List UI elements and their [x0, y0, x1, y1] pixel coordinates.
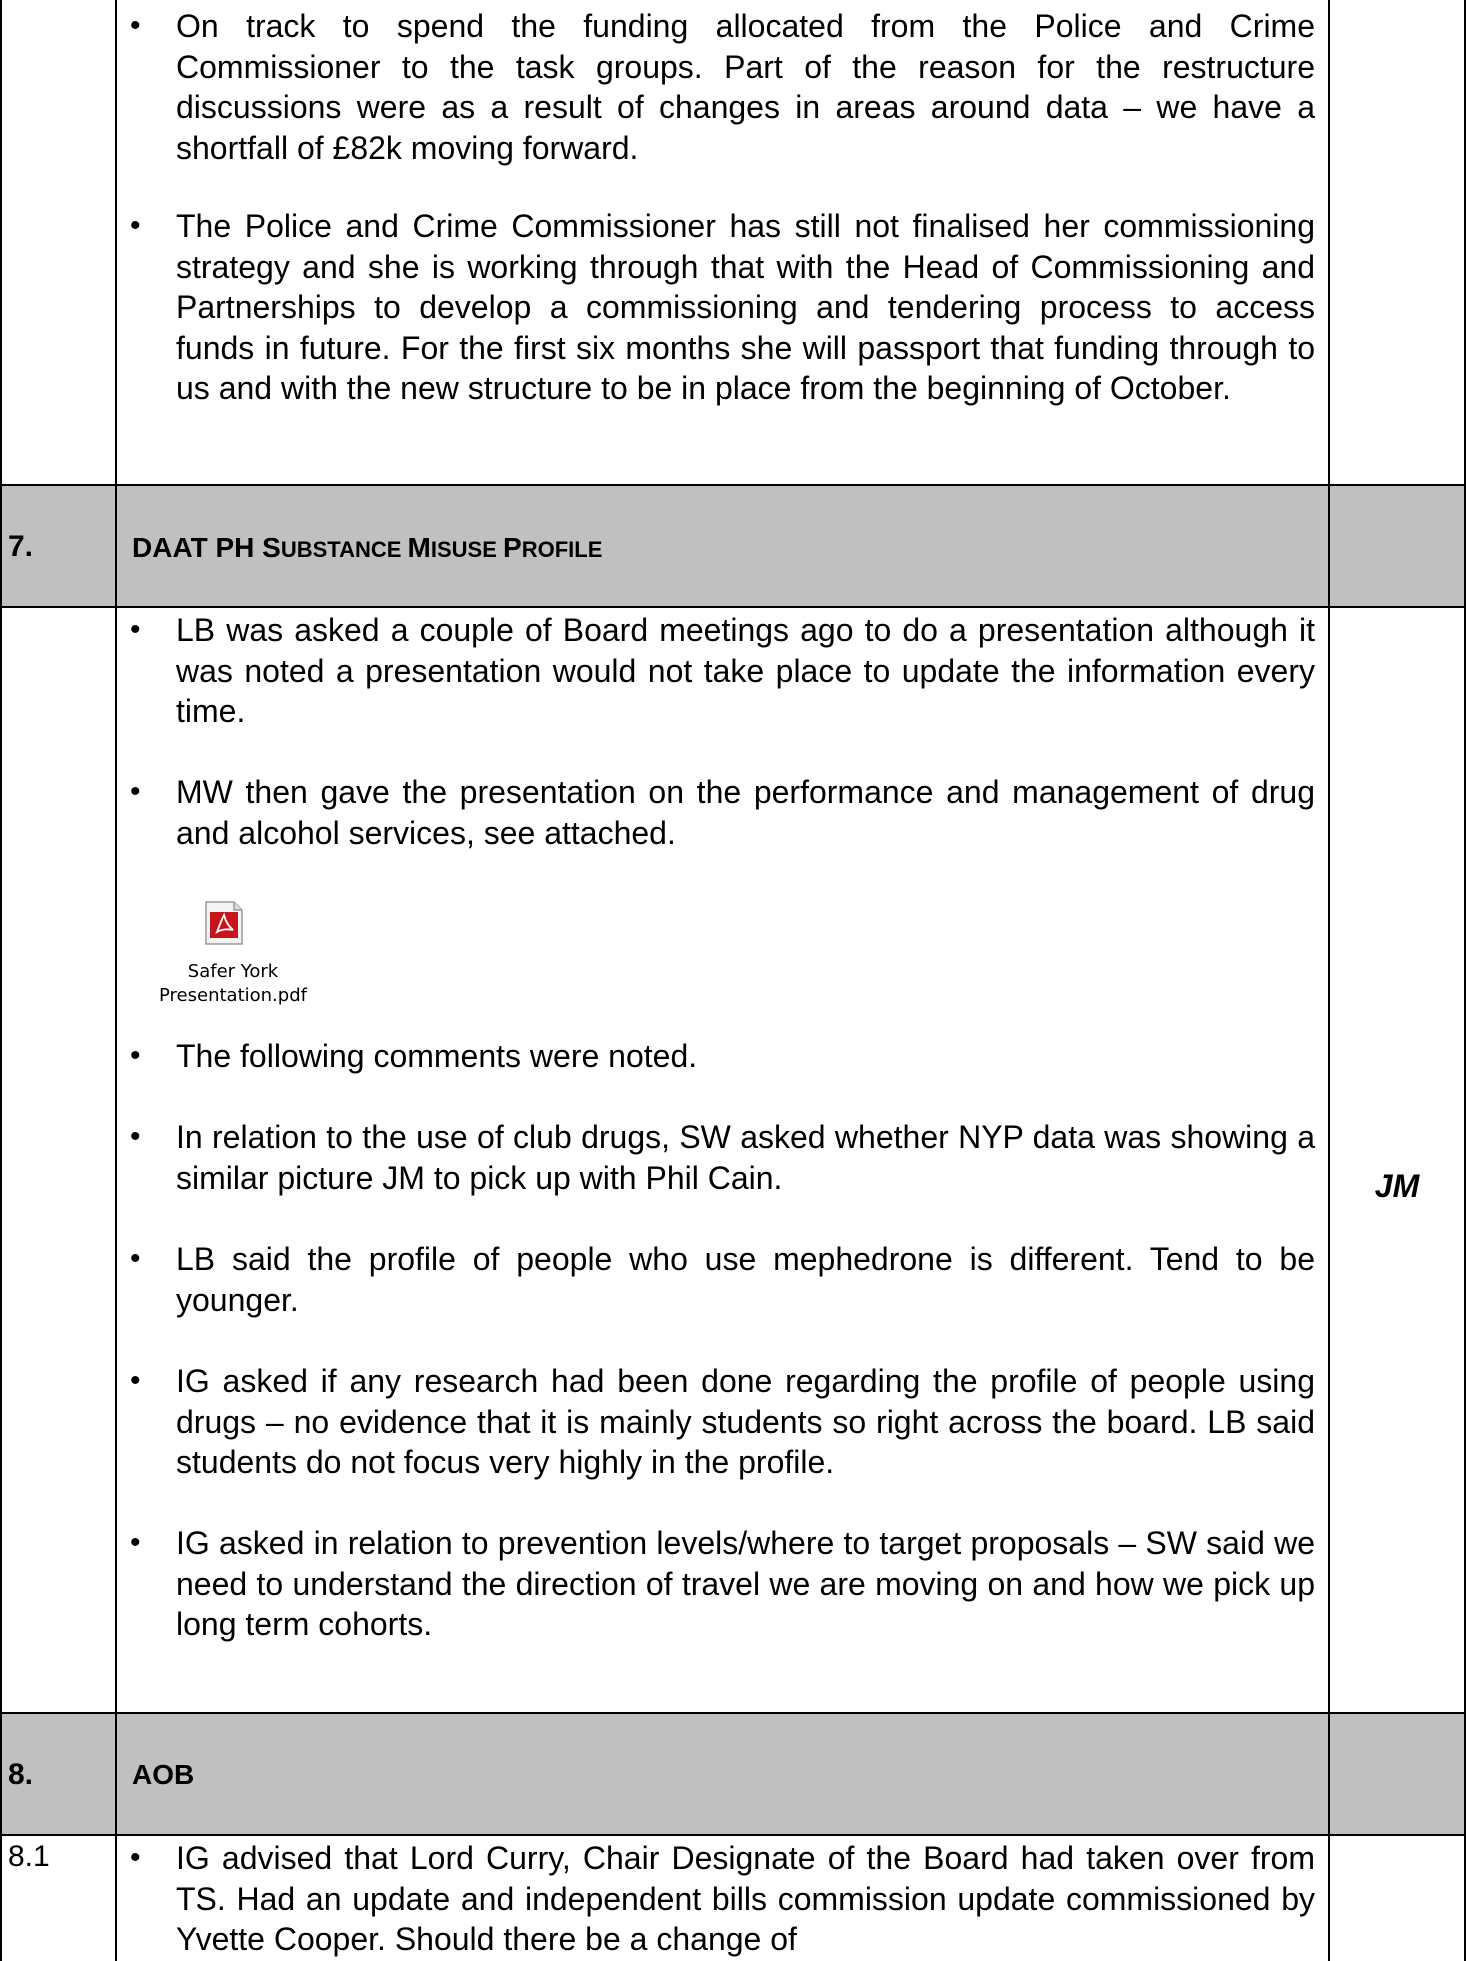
row-divider: [0, 1834, 1466, 1836]
column-divider-number: [115, 1714, 117, 1834]
column-divider-action: [1328, 1714, 1330, 1834]
column-divider-number: [115, 486, 117, 606]
minutes-table: • On track to spend the funding allocated from the Police and Crime Commissioner to the task groups. Part of the reason for the restructure discussions were as a result of changes in areas around data – we have a shortfall of £82k moving forward. • The Police and Crime Commissioner has still not finalised her commissioning strategy and she is working through that with the Head of Commissioning and Partnerships to develop a commissioning and tendering process to access funds in future. For the first six months she will passport that funding through to us and with the new structure to be in place from the beginning of October. 7. DAAT PH SUBSTANCE MISUSE PROFILE • LB was asked a couple of Board meetings ago to do a presentation although it was noted a presentation would not take place to update the information every time. • MW then gave the presentation on the performance and management of drug and alcohol services, see attached. Safer York Presentation.pdf • The following comments were noted. • In relation to the use of club drugs, SW asked whether NYP data was showing a similar picture JM to pick up with Phil Cain. JM • LB said the profile of people who use mephedrone is different. Tend to be younger. • IG asked if any research had been done regarding the profile of people using drugs – no evidence that it is mainly students so right across the board. LB said students do not focus very highly in the profile. • IG asked in relation to prevention levels/where to target proposals – SW said we need to understand the direction of travel we are moving on and how we pick up long term cohorts. 8. AOB 8.1 • IG advised that Lord Curry, Chair Designate of the Board had taken over from TS. Had an update and independent bills commission update commissioned by Yvette Cooper. Should there be a change of: [0, 0, 1466, 1961]
section-number: 7.: [8, 530, 34, 563]
column-divider-action: [1328, 486, 1330, 606]
pdf-file-icon[interactable]: [204, 900, 244, 946]
column-divider-number: [115, 0, 117, 1961]
item-number: 8.1: [8, 1840, 50, 1873]
section-title: AOB: [132, 1759, 195, 1790]
row-divider: [0, 606, 1466, 608]
action-owner: JM: [1374, 1168, 1420, 1204]
table-border-left: [0, 0, 2, 1961]
section-header-8: [2, 1714, 1464, 1834]
attachment-filename[interactable]: Safer York Presentation.pdf: [159, 961, 307, 1006]
column-divider-action: [1328, 0, 1330, 1961]
section-title: DAAT PH SUBSTANCE MISUSE PROFILE: [132, 532, 603, 563]
section-number: 8.: [8, 1758, 34, 1791]
